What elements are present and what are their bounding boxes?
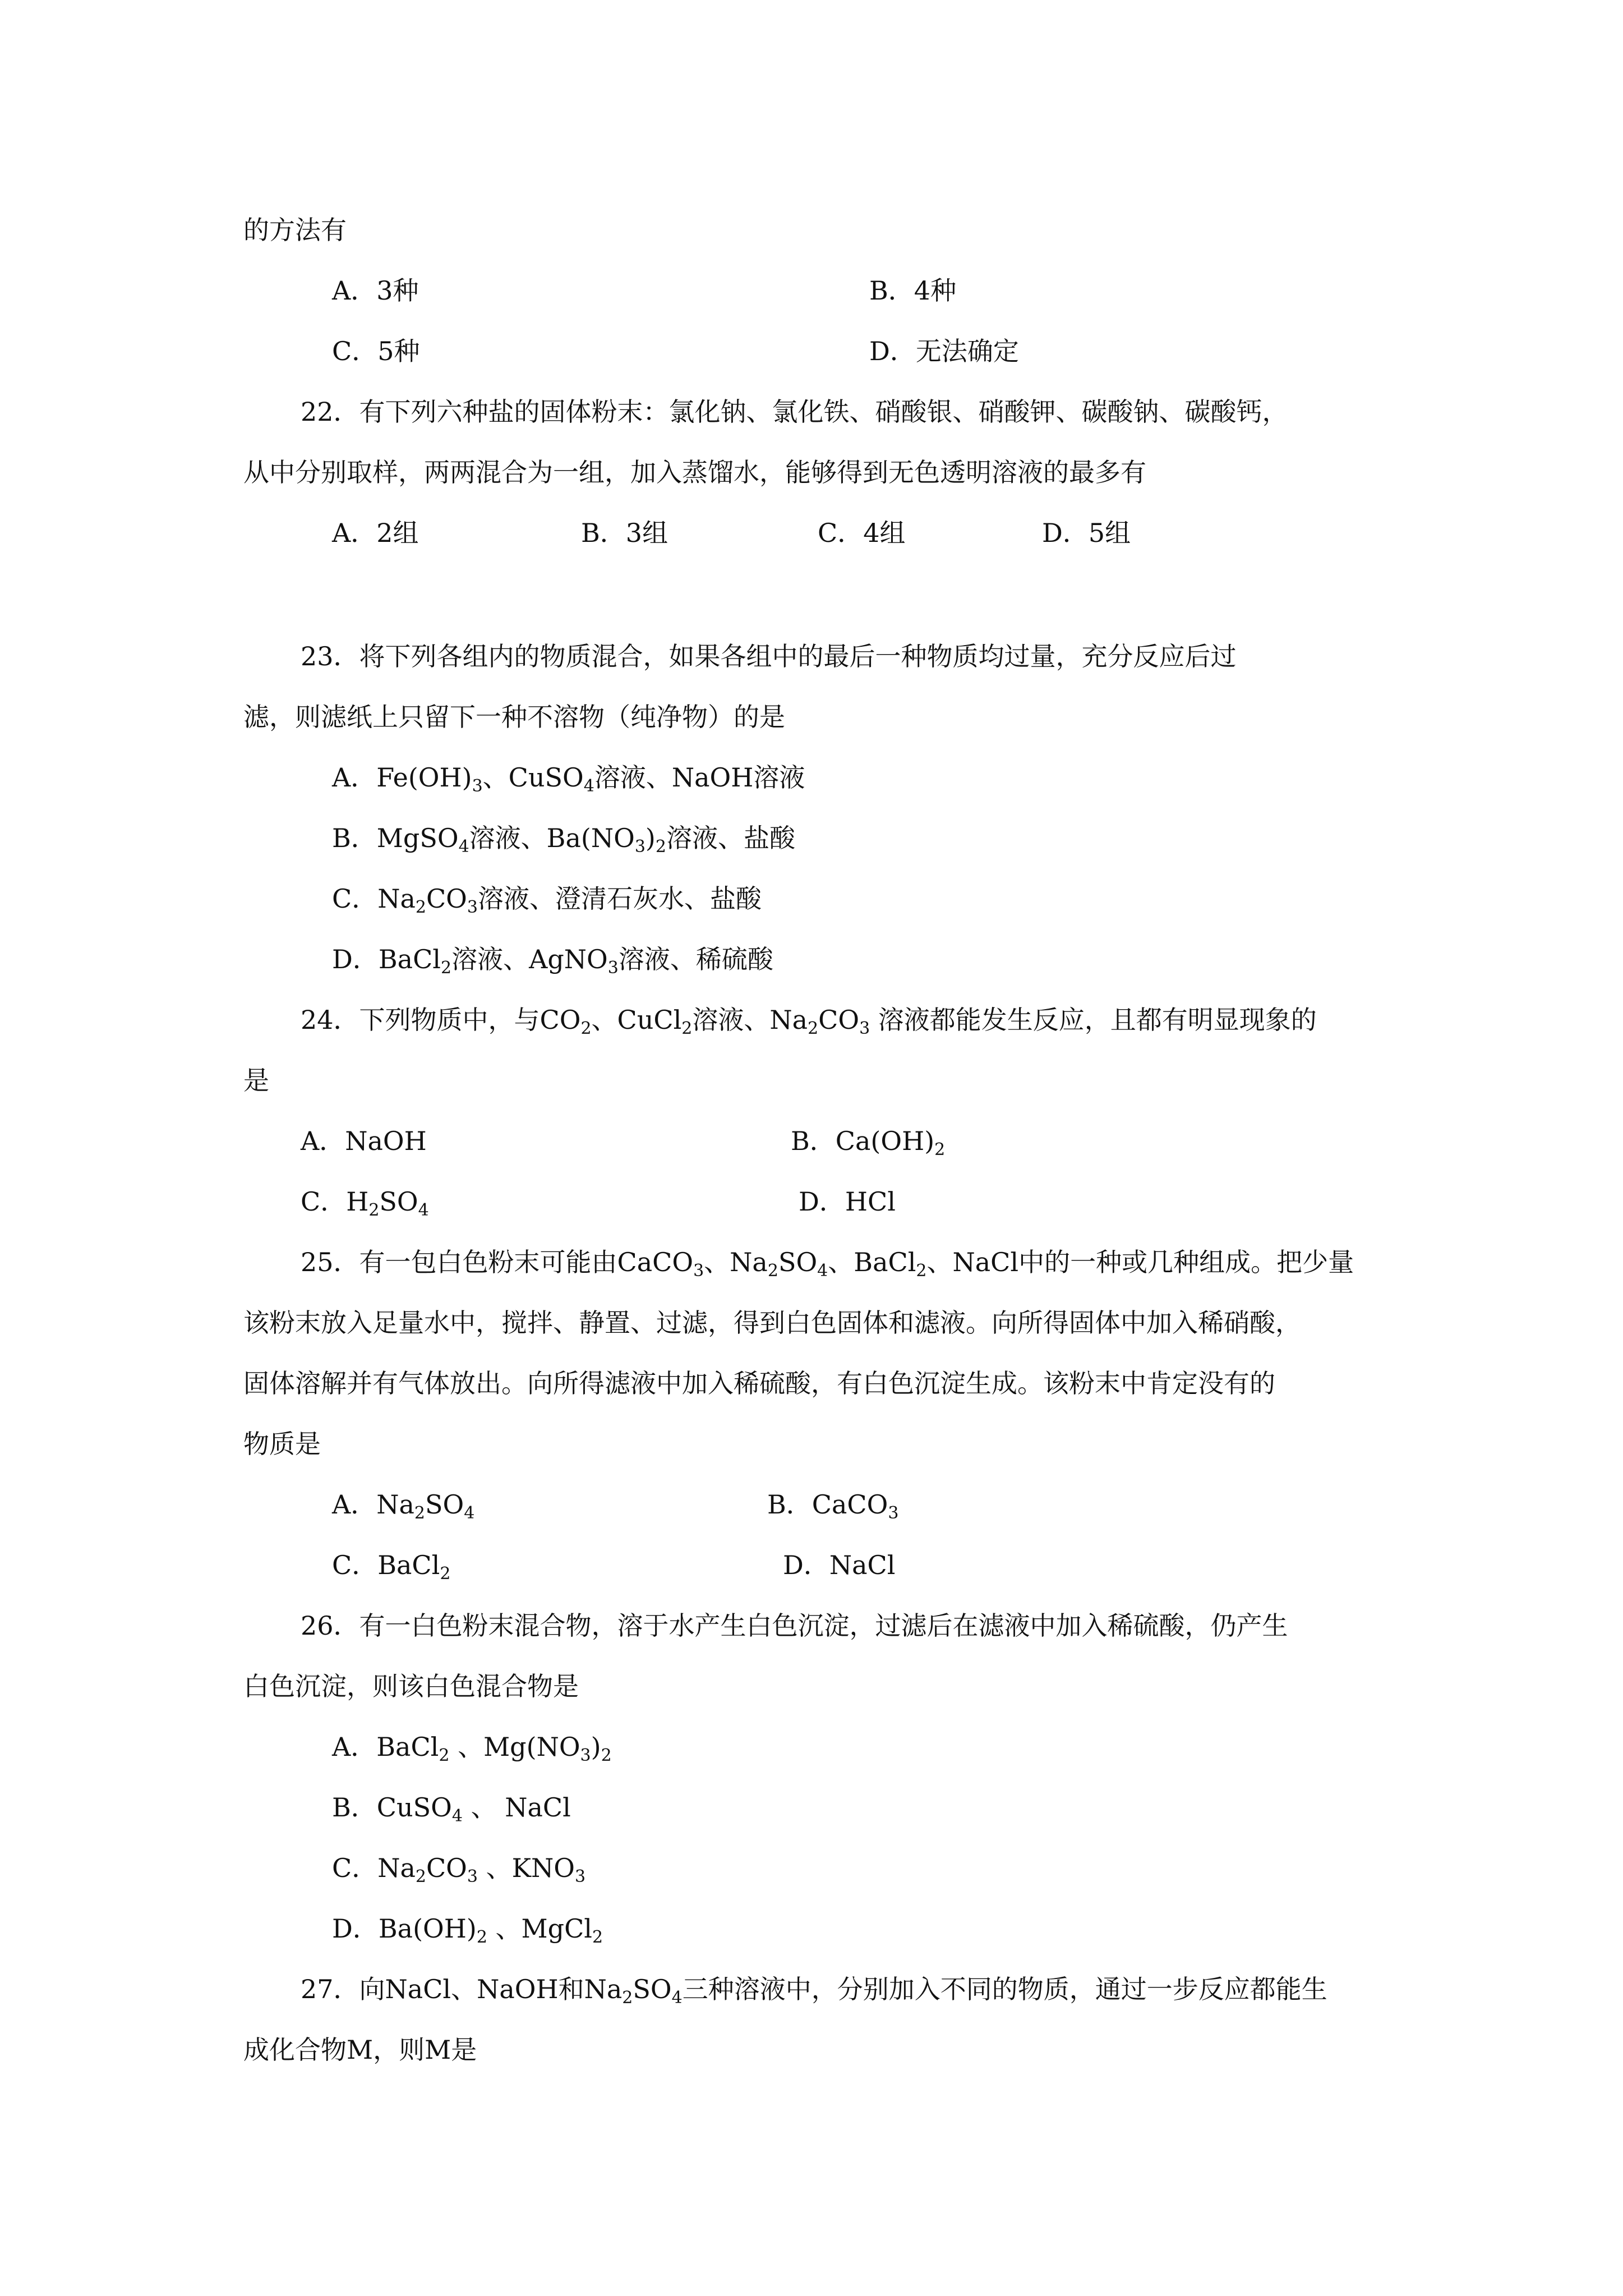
formula-subscript: 2: [439, 1746, 450, 1765]
formula-subscript: 2: [441, 958, 452, 978]
text-run: 、MgCl: [487, 1913, 593, 1944]
q22-option-c: C．4组: [818, 518, 906, 548]
text-run: 、NaCl中的一种或几种组成。把少量: [926, 1247, 1354, 1277]
q25-option-c: [332, 1548, 450, 1582]
text-run: SO: [379, 1186, 418, 1217]
text-run: 27．向NaCl、NaOH和Na: [301, 1974, 623, 2004]
formula-subscript: 4: [464, 1503, 475, 1523]
text-run: CO: [426, 884, 467, 914]
q22-option-d: D．5组: [1042, 518, 1131, 548]
text-run: SO: [425, 1489, 464, 1520]
question-25-line-2: 该粉末放入足量水中，搅拌、静置、过滤，得到白色固体和滤液。向所得固体中加入稀硝酸，: [243, 1308, 1301, 1338]
formula-subscript: 2: [415, 1867, 426, 1887]
text-run: 溶液、Ba(NO: [469, 823, 635, 853]
text-run: 、KNO: [477, 1853, 575, 1883]
text-run: A．Na: [332, 1489, 414, 1520]
formula-subscript: 2: [916, 1261, 927, 1281]
question-23-line-2: 滤，则滤纸上只留下一种不溶物（纯净物）的是: [243, 702, 785, 732]
text-run: 溶液、NaOH溶液: [594, 762, 805, 793]
text-run: 、 NaCl: [462, 1792, 571, 1823]
text-run: D．BaCl: [332, 944, 441, 974]
question-24-line-1: [301, 1003, 1317, 1037]
q23-option-b: [332, 821, 795, 855]
formula-subscript: 4: [583, 776, 594, 796]
q26-option-b: [332, 1791, 571, 1824]
formula-subscript: 3: [580, 1746, 591, 1765]
text-run: 溶液、稀硫酸: [618, 944, 773, 974]
q24-option-a: A．NaOH: [301, 1126, 427, 1156]
q21-option-c: C．5种: [332, 336, 420, 366]
formula-subscript: 2: [580, 1019, 592, 1038]
formula-subscript: 2: [476, 1927, 487, 1947]
formula-subscript: 3: [472, 776, 483, 796]
q23-option-c: [332, 882, 762, 915]
question-21-continuation: 的方法有: [243, 215, 347, 245]
text-run: SO: [633, 1974, 672, 2004]
text-run: ): [645, 823, 656, 853]
text-run: A．BaCl: [332, 1732, 439, 1762]
formula-subscript: 2: [934, 1140, 946, 1159]
text-run: SO: [778, 1247, 818, 1277]
text-run: CO: [426, 1853, 467, 1883]
text-run: 溶液、盐酸: [666, 823, 795, 853]
formula-subscript: 3: [574, 1867, 586, 1887]
text-run: 、CuCl: [591, 1005, 682, 1035]
formula-subscript: 3: [888, 1503, 899, 1523]
text-run: 溶液、Na: [692, 1005, 808, 1035]
question-25-line-3: 固体溶解并有气体放出。向所得滤液中加入稀硫酸，有白色沉淀生成。该粉末中肯定没有的: [243, 1368, 1275, 1398]
q26-option-d: [332, 1912, 603, 1945]
formula-subscript: 2: [415, 898, 426, 917]
text-run: A．Fe(OH): [332, 762, 472, 793]
q21-option-a: A．3种: [332, 275, 419, 306]
text-run: 溶液、澄清石灰水、盐酸: [477, 884, 762, 914]
q24-option-b: [791, 1124, 945, 1158]
question-25-line-1: [301, 1245, 1354, 1279]
q22-option-b: B．3组: [581, 518, 668, 548]
text-run: 24．下列物质中，与CO: [301, 1005, 581, 1035]
text-run: 、BaCl: [828, 1247, 916, 1277]
formula-subscript: 2: [808, 1019, 819, 1038]
text-run: B．MgSO: [332, 823, 459, 853]
question-26-line-1: 26．有一白色粉末混合物，溶于水产生白色沉淀，过滤后在滤液中加入稀硫酸，仍产生: [301, 1611, 1288, 1641]
text-run: C．Na: [332, 884, 416, 914]
question-23-line-1: 23．将下列各组内的物质混合，如果各组中的最后一种物质均过量，充分反应后过: [301, 641, 1237, 671]
question-22-line-1: 22．有下列六种盐的固体粉末：氯化钠、氯化铁、硝酸银、硝酸钾、碳酸钠、碳酸钙，: [301, 397, 1288, 427]
question-27-line-1: [301, 1972, 1327, 2006]
formula-subscript: 2: [368, 1200, 380, 1220]
q24-option-d: D．HCl: [799, 1186, 896, 1217]
q21-option-d: D．无法确定: [869, 336, 1019, 366]
formula-subscript: 2: [655, 837, 666, 857]
question-24-line-2: 是: [243, 1065, 269, 1096]
formula-subscript: 3: [467, 1867, 478, 1887]
text-run: 溶液都能发生反应，且都有明显现象的: [870, 1005, 1317, 1035]
formula-subscript: 3: [859, 1019, 870, 1038]
q23-option-a: [332, 761, 805, 794]
q21-option-b: B．4种: [869, 275, 957, 306]
text-run: C．Na: [332, 1853, 416, 1883]
q25-option-b: [767, 1488, 898, 1521]
formula-subscript: 2: [440, 1564, 451, 1584]
q25-option-d: D．NaCl: [783, 1550, 896, 1580]
formula-subscript: 4: [451, 1806, 463, 1826]
q24-option-c: [301, 1185, 429, 1218]
question-22-line-2: 从中分别取样，两两混合为一组，加入蒸馏水，能够得到无色透明溶液的最多有: [243, 457, 1146, 487]
text-run: B．CuSO: [332, 1792, 452, 1823]
q26-option-c: [332, 1851, 585, 1885]
text-run: ): [591, 1732, 601, 1762]
text-run: 、CuSO: [482, 762, 584, 793]
q22-option-a: A．2组: [332, 518, 419, 548]
formula-subscript: 4: [458, 837, 469, 857]
question-25-line-4: 物质是: [243, 1429, 321, 1459]
formula-subscript: 3: [607, 958, 619, 978]
text-run: CO: [818, 1005, 860, 1035]
formula-subscript: 3: [693, 1261, 704, 1281]
formula-subscript: 2: [414, 1503, 425, 1523]
text-run: 、Mg(NO: [449, 1732, 580, 1762]
text-run: 、Na: [704, 1247, 768, 1277]
formula-subscript: 2: [681, 1019, 693, 1038]
text-run: B．CaCO: [767, 1489, 888, 1520]
q23-option-d: [332, 942, 773, 976]
text-run: B．Ca(OH): [791, 1126, 935, 1156]
formula-subscript: 4: [671, 1988, 683, 2008]
text-run: 溶液、AgNO: [451, 944, 608, 974]
formula-subscript: 3: [634, 837, 645, 857]
q25-option-a: [332, 1488, 474, 1521]
formula-subscript: 2: [592, 1927, 603, 1947]
q26-option-a: [332, 1730, 612, 1764]
formula-subscript: 2: [601, 1746, 612, 1765]
question-27-line-2: 成化合物M，则M是: [243, 2035, 477, 2065]
text-run: C．H: [301, 1186, 369, 1217]
question-26-line-2: 白色沉淀，则该白色混合物是: [243, 1671, 579, 1701]
formula-subscript: 2: [622, 1988, 633, 2008]
formula-subscript: 2: [767, 1261, 778, 1281]
formula-subscript: 4: [418, 1200, 429, 1220]
text-run: D．Ba(OH): [332, 1913, 477, 1944]
text-run: 25．有一包白色粉末可能由CaCO: [301, 1247, 694, 1277]
text-run: 三种溶液中，分别加入不同的物质，通过一步反应都能生: [682, 1974, 1327, 2004]
text-run: C．BaCl: [332, 1550, 440, 1580]
formula-subscript: 4: [817, 1261, 828, 1281]
formula-subscript: 3: [467, 898, 478, 917]
